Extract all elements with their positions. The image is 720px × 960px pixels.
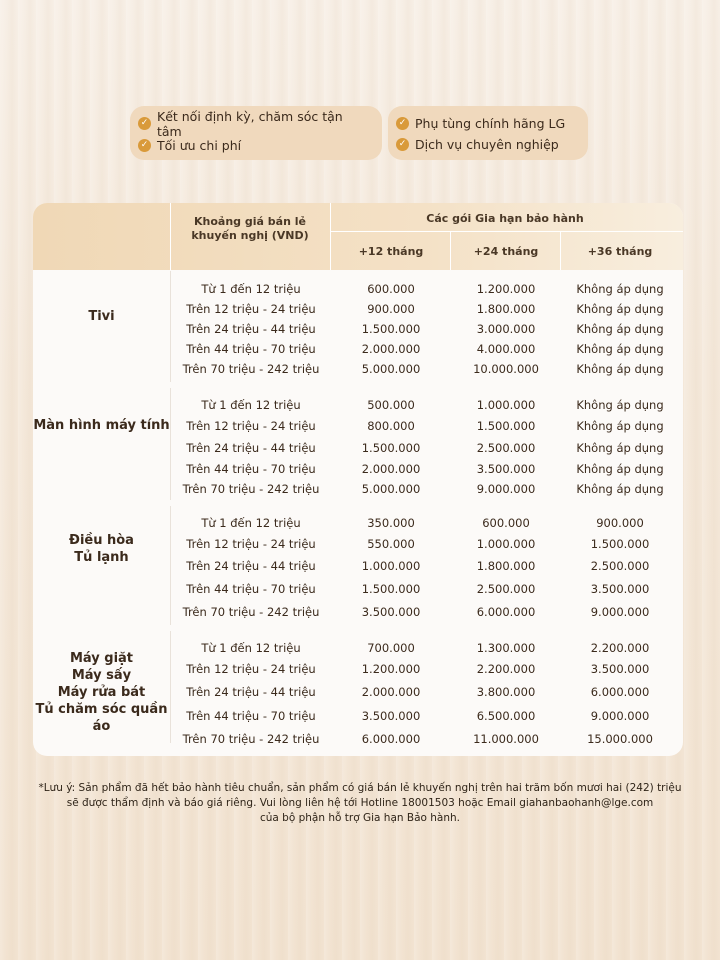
price-12-months-cell: 1.200.000 bbox=[361, 662, 421, 676]
price-24-months-cell: 6.500.000 bbox=[476, 709, 536, 723]
price-12-months-cell: 350.000 bbox=[367, 516, 415, 530]
price-36-months-cell: Không áp dụng bbox=[576, 282, 664, 296]
price-36-months-cell: Không áp dụng bbox=[576, 419, 664, 433]
range-column-header: Khoảng giá bán lẻ khuyến nghị (VND) bbox=[191, 215, 309, 242]
price-24-months-cell: 3.800.000 bbox=[476, 685, 536, 699]
price-24-months-cell: 6.000.000 bbox=[476, 605, 536, 619]
feature-label: Kết nối định kỳ, chăm sóc tận tâm bbox=[157, 108, 343, 139]
price-range-cell: Trên 44 triệu - 70 triệu bbox=[186, 709, 316, 723]
price-36-months-cell: 1.500.000 bbox=[590, 537, 650, 551]
price-24-months-cell: 1.500.000 bbox=[476, 419, 536, 433]
product-category bbox=[33, 417, 170, 434]
price-36-months-cell: 3.500.000 bbox=[590, 582, 650, 596]
price-24-months-cell: 600.000 bbox=[482, 516, 530, 530]
price-24-months-cell: 1.000.000 bbox=[476, 398, 536, 412]
check-icon: ✓ bbox=[138, 139, 151, 152]
header-divider bbox=[170, 203, 171, 270]
price-24-months-cell: 10.000.000 bbox=[473, 362, 539, 376]
price-12-months-cell: 600.000 bbox=[367, 282, 415, 296]
price-36-months-cell: 9.000.000 bbox=[590, 605, 650, 619]
price-24-months-cell: 1.800.000 bbox=[476, 559, 536, 573]
product-category-line: Tivi bbox=[88, 308, 115, 324]
footnote bbox=[30, 781, 690, 826]
product-category-line: Máy sấy bbox=[71, 668, 132, 683]
product-category-line: Điều hòa bbox=[69, 533, 134, 548]
price-36-months-cell: 9.000.000 bbox=[590, 709, 650, 723]
product-category bbox=[33, 532, 170, 566]
price-12-months-cell: 3.500.000 bbox=[361, 605, 421, 619]
price-36-months-cell: Không áp dụng bbox=[576, 398, 664, 412]
product-category bbox=[33, 308, 170, 325]
price-36-months-cell: Không áp dụng bbox=[576, 362, 664, 376]
footnote-line: của bộ phận hỗ trợ Gia hạn Bảo hành. bbox=[259, 812, 461, 824]
price-12-months-cell: 1.000.000 bbox=[361, 559, 421, 573]
price-range-cell: Trên 44 triệu - 70 triệu bbox=[186, 342, 316, 356]
price-range-cell: Từ 1 đến 12 triệu bbox=[201, 282, 301, 296]
price-12-months-cell: 700.000 bbox=[367, 641, 415, 655]
price-range-cell: Trên 24 triệu - 44 triệu bbox=[186, 322, 316, 336]
price-36-months-cell: Không áp dụng bbox=[576, 342, 664, 356]
price-36-months-cell: 2.200.000 bbox=[590, 641, 650, 655]
price-12-months-cell: 1.500.000 bbox=[361, 582, 421, 596]
price-24-months-cell: 2.500.000 bbox=[476, 441, 536, 455]
price-24-months-cell: 2.200.000 bbox=[476, 662, 536, 676]
price-36-months-cell: Không áp dụng bbox=[576, 462, 664, 476]
product-category-line: Máy rửa bát bbox=[57, 685, 146, 700]
price-24-months-cell: 1.800.000 bbox=[476, 302, 536, 316]
price-range-cell: Trên 44 triệu - 70 triệu bbox=[186, 582, 316, 596]
header-divider bbox=[450, 231, 451, 270]
warranty-price-table bbox=[33, 203, 683, 756]
price-range-cell: Trên 70 triệu - 242 triệu bbox=[182, 732, 320, 746]
price-range-cell: Trên 24 triệu - 44 triệu bbox=[186, 559, 316, 573]
price-36-months-cell: Không áp dụng bbox=[576, 322, 664, 336]
price-36-months-cell: 3.500.000 bbox=[590, 662, 650, 676]
feature-item bbox=[396, 136, 576, 155]
price-36-months-cell: 900.000 bbox=[596, 516, 644, 530]
header-36-months: +36 tháng bbox=[587, 245, 653, 258]
footnote-line: *Lưu ý: Sản phẩm đã hết bảo hành tiêu chuẩn, sản phẩm có giá bán lẻ khuyến nghị trên hai trăm bốn mươi hai (242) triệu bbox=[38, 782, 682, 794]
price-24-months-cell: 1.200.000 bbox=[476, 282, 536, 296]
price-range-cell: Trên 70 triệu - 242 triệu bbox=[182, 605, 320, 619]
price-range-cell: Trên 70 triệu - 242 triệu bbox=[182, 362, 320, 376]
price-12-months-cell: 800.000 bbox=[367, 419, 415, 433]
check-icon: ✓ bbox=[138, 117, 151, 130]
price-12-months-cell: 3.500.000 bbox=[361, 709, 421, 723]
price-24-months-cell: 3.000.000 bbox=[476, 322, 536, 336]
price-range-cell: Trên 24 triệu - 44 triệu bbox=[186, 441, 316, 455]
price-range-cell: Trên 12 triệu - 24 triệu bbox=[186, 302, 316, 316]
product-category-line: Màn hình máy tính bbox=[33, 417, 170, 433]
price-36-months-cell: Không áp dụng bbox=[576, 482, 664, 496]
header-divider bbox=[330, 231, 683, 232]
price-range-cell: Trên 12 triệu - 24 triệu bbox=[186, 537, 316, 551]
product-category-line: Tủ lạnh bbox=[74, 550, 129, 565]
price-36-months-cell: Không áp dụng bbox=[576, 441, 664, 455]
price-12-months-cell: 2.000.000 bbox=[361, 342, 421, 356]
price-12-months-cell: 6.000.000 bbox=[361, 732, 421, 746]
price-12-months-cell: 900.000 bbox=[367, 302, 415, 316]
price-range-cell: Từ 1 đến 12 triệu bbox=[201, 516, 301, 530]
price-36-months-cell: Không áp dụng bbox=[576, 302, 664, 316]
price-range-cell: Trên 70 triệu - 242 triệu bbox=[182, 482, 320, 496]
price-12-months-cell: 1.500.000 bbox=[361, 322, 421, 336]
check-icon: ✓ bbox=[396, 117, 409, 130]
price-12-months-cell: 2.000.000 bbox=[361, 462, 421, 476]
price-36-months-cell: 15.000.000 bbox=[587, 732, 653, 746]
price-12-months-cell: 1.500.000 bbox=[361, 441, 421, 455]
price-12-months-cell: 5.000.000 bbox=[361, 482, 421, 496]
price-range-cell: Trên 24 triệu - 44 triệu bbox=[186, 685, 316, 699]
price-12-months-cell: 500.000 bbox=[367, 398, 415, 412]
price-24-months-cell: 3.500.000 bbox=[476, 462, 536, 476]
feature-item bbox=[138, 108, 370, 139]
price-24-months-cell: 11.000.000 bbox=[473, 732, 539, 746]
price-24-months-cell: 4.000.000 bbox=[476, 342, 536, 356]
price-12-months-cell: 5.000.000 bbox=[361, 362, 421, 376]
price-24-months-cell: 9.000.000 bbox=[476, 482, 536, 496]
price-12-months-cell: 2.000.000 bbox=[361, 685, 421, 699]
price-36-months-cell: 2.500.000 bbox=[590, 559, 650, 573]
table-header bbox=[33, 203, 683, 270]
price-24-months-cell: 1.000.000 bbox=[476, 537, 536, 551]
price-range-cell: Trên 12 triệu - 24 triệu bbox=[186, 419, 316, 433]
price-24-months-cell: 2.500.000 bbox=[476, 582, 536, 596]
feature-label: Tối ưu chi phí bbox=[157, 137, 242, 153]
packages-header: Các gói Gia hạn bảo hành bbox=[426, 212, 584, 225]
price-36-months-cell: 6.000.000 bbox=[590, 685, 650, 699]
price-24-months-cell: 1.300.000 bbox=[476, 641, 536, 655]
price-12-months-cell: 550.000 bbox=[367, 537, 415, 551]
price-range-cell: Trên 12 triệu - 24 triệu bbox=[186, 662, 316, 676]
feature-item bbox=[396, 114, 576, 133]
header-24-months: +24 tháng bbox=[473, 245, 539, 258]
check-icon: ✓ bbox=[396, 138, 409, 151]
product-category-line: Máy giặt bbox=[69, 651, 134, 666]
product-category-line: Tủ chăm sóc quần áo bbox=[35, 702, 168, 734]
price-range-cell: Từ 1 đến 12 triệu bbox=[201, 641, 301, 655]
feature-highlights bbox=[130, 106, 588, 160]
feature-box-right bbox=[388, 106, 588, 160]
price-range-cell: Từ 1 đến 12 triệu bbox=[201, 398, 301, 412]
header-12-months: +12 tháng bbox=[358, 245, 424, 258]
feature-label: Dịch vụ chuyên nghiệp bbox=[415, 137, 559, 153]
product-category bbox=[33, 650, 170, 735]
feature-box-left bbox=[130, 106, 382, 160]
feature-label: Phụ tùng chính hãng LG bbox=[415, 115, 566, 131]
header-divider bbox=[330, 203, 331, 270]
price-range-cell: Trên 44 triệu - 70 triệu bbox=[186, 462, 316, 476]
feature-item bbox=[138, 136, 370, 154]
header-divider bbox=[560, 231, 561, 270]
footnote-line: sẽ được thẩm định và báo giá riêng. Vui lòng liên hệ tới Hotline 18001503 hoặc Email giahanbaohanh@lge.com bbox=[66, 797, 654, 809]
